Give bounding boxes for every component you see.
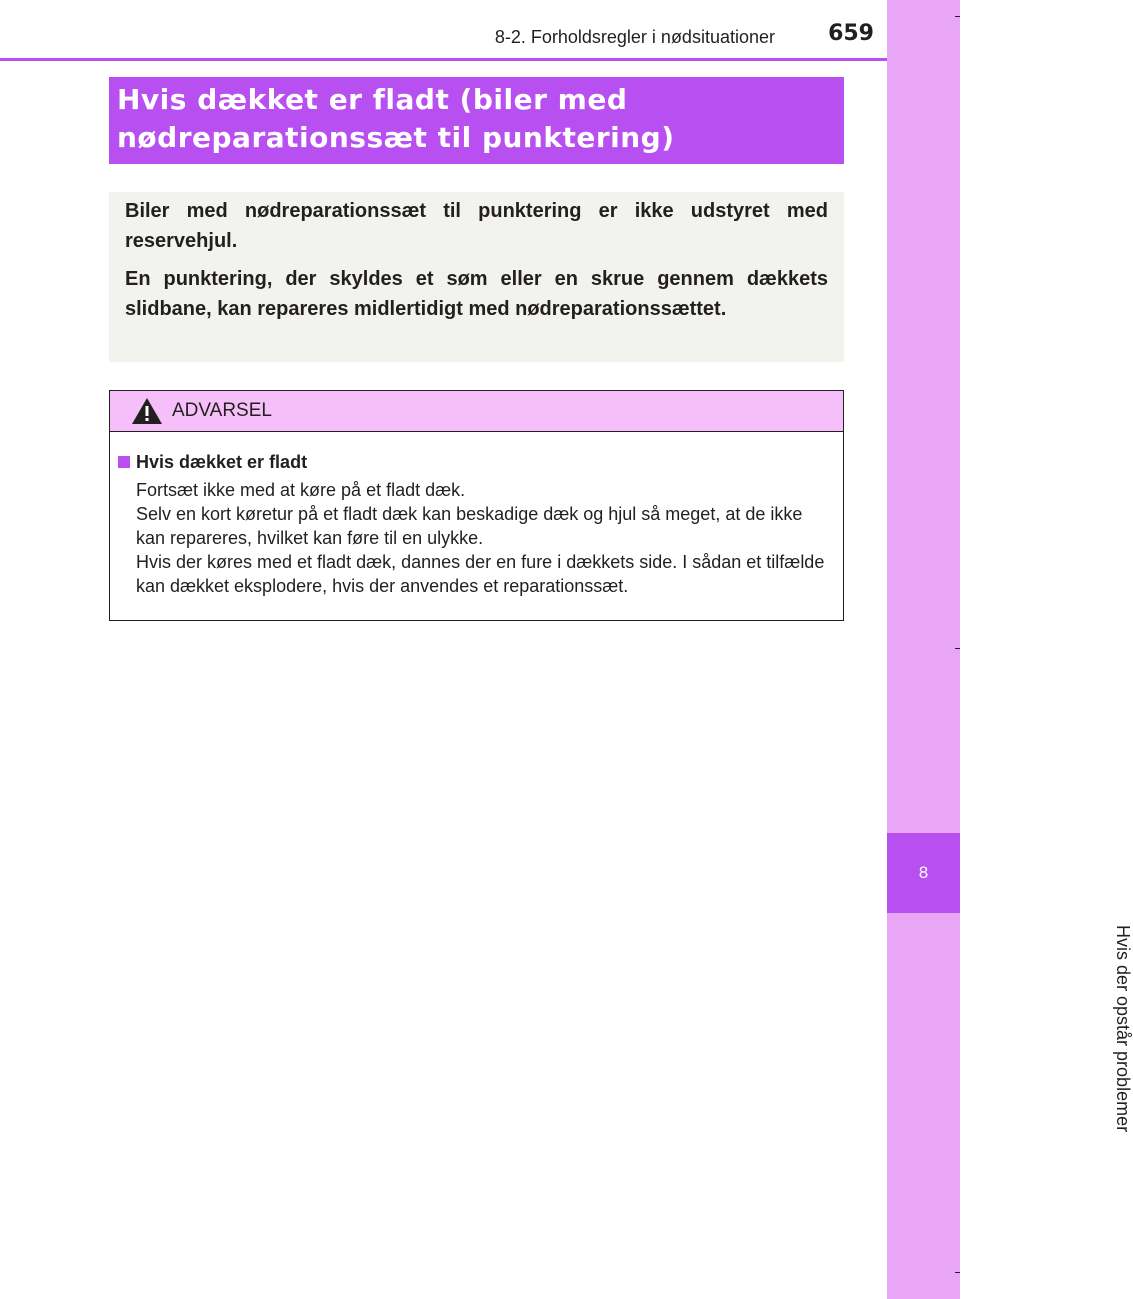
- page-title-box: [109, 77, 844, 164]
- chapter-title-vertical: Hvis der opstår problemer: [1113, 925, 1133, 1133]
- warning-line: Fortsæt ikke med at køre på et fladt dæk.: [136, 480, 466, 500]
- intro-paragraph: En punktering, der skyldes et søm eller en skrue gennem dækkets slidbane, kan repareres midlertidigt med nødreparationssættet.: [125, 268, 828, 320]
- warning-subhead-text: Hvis dækket er fladt: [136, 452, 308, 472]
- side-tab: [887, 0, 960, 1299]
- intro-box: [109, 192, 844, 362]
- page-title-line-1: Hvis dækket er fladt (biler med: [117, 83, 628, 116]
- warning-subhead: [118, 450, 831, 474]
- page-number: 659: [828, 21, 874, 46]
- crop-mark: [955, 16, 960, 17]
- square-bullet-icon: [118, 456, 130, 468]
- warning-text: [118, 478, 831, 598]
- warning-line: Selv en kort køretur på et fladt dæk kan beskadige dæk og hjul så meget, at de ikke kan repareres, hvilket kan føre til en ulykke.: [136, 504, 803, 548]
- page-title-line-2: nødreparationssæt til punktering): [117, 121, 675, 154]
- crop-mark: [955, 648, 960, 649]
- section-title: 8-2. Forholdsregler i nødsituationer: [494, 27, 775, 47]
- warning-body: [110, 432, 843, 598]
- warning-label: ADVARSEL: [172, 400, 272, 421]
- warning-box: [109, 390, 844, 621]
- intro-paragraph: Biler med nødreparationssæt til punktering er ikke udstyret med reservehjul.: [125, 200, 828, 252]
- crop-mark: [955, 1272, 960, 1273]
- warning-triangle-icon: [130, 396, 164, 426]
- chapter-number-tab: 8: [887, 833, 960, 913]
- header-rule: [0, 58, 887, 61]
- warning-header: [110, 391, 843, 432]
- warning-line: Hvis der køres med et fladt dæk, dannes der en fure i dækkets side. I sådan et tilfælde kan dækket eksplodere, hvis der anvendes et reparationssæt.: [136, 552, 825, 596]
